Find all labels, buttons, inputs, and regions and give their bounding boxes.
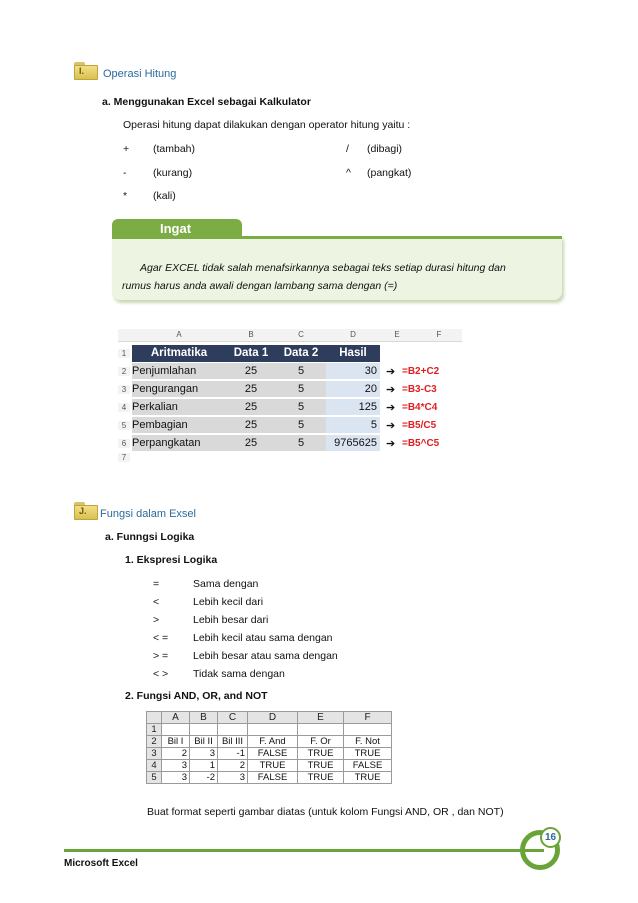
table-cell: 5 — [276, 381, 326, 398]
operator-desc: (kurang) — [153, 167, 193, 179]
instruction-note: Buat format seperti gambar diatas (untuk kolom Fungsi AND, OR , dan NOT) — [147, 806, 504, 818]
table-cell: Pengurangan — [132, 381, 226, 398]
intro-text: Operasi hitung dapat dilakukan dengan operator hitung yaitu : — [123, 119, 411, 131]
item-heading: 2. Fungsi AND, OR, and NOT — [125, 690, 268, 702]
column-letter: A — [176, 330, 182, 339]
table-cell — [190, 724, 218, 736]
logic-desc: Lebih kecil atau sama dengan — [193, 632, 333, 644]
folder-icon — [74, 62, 98, 80]
row-number: 7 — [118, 453, 130, 462]
logic-symbol: < — [153, 596, 160, 608]
table-cell: 3 — [162, 760, 190, 772]
table-cell: 2 — [162, 748, 190, 760]
operator-desc: (dibagi) — [367, 143, 403, 155]
table-cell: 25 — [226, 435, 276, 452]
footer-rule — [64, 849, 544, 852]
table-cell — [344, 724, 392, 736]
table-cell — [248, 724, 298, 736]
column-letter: A — [162, 712, 190, 724]
arrow-right-icon: ➔ — [386, 366, 396, 378]
table-cell: 20 — [326, 381, 380, 398]
table-header-cell: Bil II — [190, 736, 218, 748]
logic-table — [146, 711, 392, 784]
logic-symbol: > = — [153, 650, 169, 662]
table-cell: 3 — [190, 748, 218, 760]
logic-symbol: > — [153, 614, 160, 626]
table-cell: FALSE — [248, 772, 298, 784]
logic-symbol: < > — [153, 668, 169, 680]
row-number: 2 — [147, 736, 162, 748]
table-cell: FALSE — [344, 760, 392, 772]
arrow-right-icon: ➔ — [386, 402, 396, 414]
row-number: 4 — [147, 760, 162, 772]
table-cell — [162, 724, 190, 736]
operator-symbol: ^ — [346, 167, 351, 179]
column-letter: E — [298, 712, 344, 724]
table-cell: 5 — [276, 417, 326, 434]
section-title: Operasi Hitung — [103, 68, 177, 80]
formula-text: =B3-C3 — [402, 384, 437, 395]
row-number: 1 — [147, 724, 162, 736]
table-cell: TRUE — [344, 772, 392, 784]
table-cell: 30 — [326, 363, 380, 380]
table-cell: 125 — [326, 399, 380, 416]
row-number: 4 — [118, 403, 130, 412]
logic-desc: Tidak sama dengan — [193, 668, 285, 680]
subsection-heading: a. Menggunakan Excel sebagai Kalkulator — [102, 96, 311, 108]
table-cell — [298, 724, 344, 736]
table-cell: 25 — [226, 417, 276, 434]
corner-cell — [147, 712, 162, 724]
column-letter: C — [298, 330, 304, 339]
arrow-right-icon: ➔ — [386, 384, 396, 396]
row-number: 6 — [118, 439, 130, 448]
operator-symbol: / — [346, 143, 349, 155]
column-letter: D — [248, 712, 298, 724]
ingat-text-line: Agar EXCEL tidak salah menafsirkannya sebagai teks setiap durasi hitung dan — [140, 262, 506, 274]
table-cell: Perkalian — [132, 399, 226, 416]
logic-desc: Lebih besar atau sama dengan — [193, 650, 338, 662]
section-letter: I. — [79, 66, 85, 76]
formula-text: =B5/C5 — [402, 420, 437, 431]
table-header-cell: Bil III — [218, 736, 248, 748]
table-cell: 3 — [218, 772, 248, 784]
table-header-cell: Bil I — [162, 736, 190, 748]
table-cell: TRUE — [298, 760, 344, 772]
table-cell: 25 — [226, 363, 276, 380]
logic-symbol: = — [153, 578, 160, 590]
table-header: Data 2 — [276, 345, 326, 362]
table-cell: 25 — [226, 399, 276, 416]
operator-symbol: + — [123, 143, 130, 155]
table-cell: 25 — [226, 381, 276, 398]
logic-desc: Sama dengan — [193, 578, 259, 590]
table-cell: TRUE — [298, 772, 344, 784]
table-cell: FALSE — [248, 748, 298, 760]
row-number: 1 — [118, 349, 130, 358]
table-cell: -2 — [190, 772, 218, 784]
footer-title: Microsoft Excel — [64, 858, 138, 869]
subsection-heading: a. Funngsi Logika — [105, 531, 195, 543]
column-letter: F — [344, 712, 392, 724]
logic-symbol: < = — [153, 632, 169, 644]
table-cell: 3 — [162, 772, 190, 784]
ingat-text-line: rumus harus anda awali dengan lambang sama dengan (=) — [122, 280, 398, 292]
table-cell: 5 — [276, 399, 326, 416]
ingat-label: Ingat — [160, 221, 192, 236]
formula-text: =B2+C2 — [402, 366, 440, 377]
column-letter: C — [218, 712, 248, 724]
item-heading: 1. Ekspresi Logika — [125, 554, 218, 566]
table-cell: 2 — [218, 760, 248, 772]
folder-icon — [74, 502, 98, 520]
table-header: Data 1 — [226, 345, 276, 362]
row-number: 2 — [118, 367, 130, 376]
column-letter: D — [350, 330, 356, 339]
table-cell: TRUE — [298, 748, 344, 760]
logic-desc: Lebih besar dari — [193, 614, 269, 626]
page-number: 16 — [540, 827, 561, 848]
table-cell: 5 — [326, 417, 380, 434]
table-cell: Pembagian — [132, 417, 226, 434]
row-number: 5 — [147, 772, 162, 784]
table-cell: -1 — [218, 748, 248, 760]
operator-desc: (tambah) — [153, 143, 196, 155]
section-title: Fungsi dalam Exsel — [100, 508, 196, 520]
formula-text: =B4*C4 — [402, 402, 438, 413]
column-letter: F — [436, 330, 442, 339]
table-cell: 5 — [276, 435, 326, 452]
excel-screenshot-logic — [146, 711, 405, 795]
column-letter: B — [190, 712, 218, 724]
table-header-cell: F. Or — [298, 736, 344, 748]
table-cell: TRUE — [344, 748, 392, 760]
logic-desc: Lebih kecil dari — [193, 596, 264, 608]
row-number: 3 — [147, 748, 162, 760]
operator-symbol: * — [123, 190, 128, 202]
column-letter: B — [248, 330, 254, 339]
row-number: 3 — [118, 385, 130, 394]
table-header: Hasil — [326, 345, 380, 362]
row-number: 5 — [118, 421, 130, 430]
table-header: Aritmatika — [132, 345, 226, 362]
operator-desc: (pangkat) — [367, 167, 412, 179]
operator-desc: (kali) — [153, 190, 176, 202]
table-cell — [218, 724, 248, 736]
operator-symbol: - — [123, 167, 127, 179]
table-cell: TRUE — [248, 760, 298, 772]
formula-text: =B5^C5 — [402, 438, 440, 449]
table-header-cell: F. Not — [344, 736, 392, 748]
table-cell: 5 — [276, 363, 326, 380]
excel-screenshot-arithmetic — [118, 329, 462, 462]
arrow-right-icon: ➔ — [386, 438, 396, 450]
table-header-cell: F. And — [248, 736, 298, 748]
table-cell: 9765625 — [326, 435, 380, 452]
column-letter: E — [394, 330, 400, 339]
arrow-right-icon: ➔ — [386, 420, 396, 432]
table-cell: Perpangkatan — [132, 435, 226, 452]
table-cell: Penjumlahan — [132, 363, 226, 380]
table-cell: 1 — [190, 760, 218, 772]
section-letter: J. — [79, 506, 87, 516]
